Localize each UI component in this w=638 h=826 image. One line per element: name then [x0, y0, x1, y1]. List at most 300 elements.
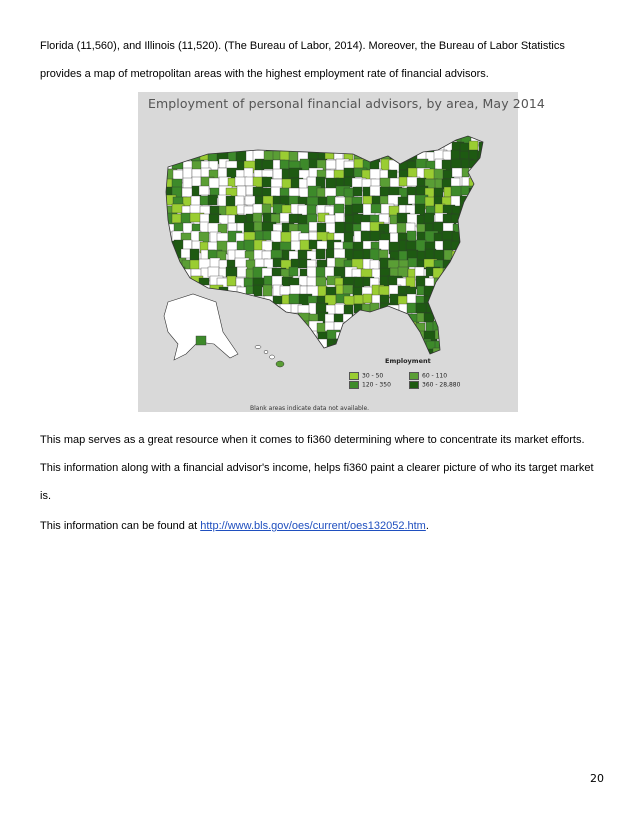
map-area — [226, 296, 236, 307]
map-area — [471, 287, 484, 299]
map-area — [326, 160, 336, 169]
map-area — [281, 348, 295, 359]
map-area — [344, 150, 353, 160]
map-area — [165, 267, 174, 276]
map-area — [345, 331, 357, 344]
map-area — [380, 321, 394, 331]
map-area — [217, 296, 227, 308]
map-area — [345, 339, 356, 351]
map-area — [370, 141, 381, 151]
map-area — [271, 304, 281, 314]
map-area — [379, 250, 388, 259]
map-area — [362, 323, 375, 336]
map-area — [335, 304, 345, 314]
map-area — [488, 278, 500, 289]
map-area — [289, 332, 298, 343]
map-area — [165, 260, 178, 271]
map-area — [163, 340, 173, 350]
map-area — [370, 322, 379, 331]
map-area — [326, 142, 340, 154]
map-area — [480, 295, 493, 307]
map-area — [489, 314, 498, 326]
map-area — [379, 240, 389, 250]
map-area — [380, 331, 391, 340]
map-area — [461, 321, 470, 333]
map-area — [480, 267, 489, 276]
map-area — [316, 134, 329, 146]
map-area — [262, 321, 273, 332]
map-area — [201, 349, 215, 358]
hawaii-island — [264, 351, 268, 354]
map-area — [388, 341, 397, 351]
map-area — [451, 313, 464, 326]
map-area — [471, 295, 481, 305]
paragraph-source — [40, 512, 600, 540]
map-area — [488, 250, 500, 260]
map-area — [381, 313, 395, 322]
map-area — [460, 303, 473, 313]
map-area — [451, 258, 465, 271]
map-area — [462, 314, 471, 326]
map-area — [444, 339, 457, 348]
map-area — [469, 141, 478, 151]
legend-item-360-28880: 360 - 28,880 — [409, 381, 460, 389]
map-area — [245, 349, 259, 362]
map-area — [462, 223, 472, 233]
map-area — [272, 341, 286, 352]
map-area — [191, 133, 204, 142]
hawaii-island — [270, 355, 275, 359]
map-area — [460, 259, 471, 270]
map-area — [335, 143, 347, 152]
alaska-area — [196, 336, 206, 345]
map-area — [470, 240, 483, 250]
map-area — [435, 330, 448, 339]
map-area — [488, 222, 498, 232]
alaska-shape — [164, 294, 238, 360]
map-area — [444, 313, 454, 324]
figure-title: Employment of personal financial advisors, by area, May 2014 — [148, 96, 545, 111]
map-area — [281, 314, 294, 323]
map-area — [299, 276, 308, 286]
map-area — [460, 267, 473, 276]
map-area — [417, 134, 430, 144]
map-area — [452, 322, 464, 331]
map-area — [262, 160, 274, 169]
map-area — [235, 141, 246, 152]
map-area — [173, 142, 186, 151]
map-area — [478, 160, 490, 170]
source-link[interactable]: http://www.bls.gov/oes/current/oes132052.htm — [200, 520, 426, 532]
map-area — [390, 313, 399, 326]
map-area — [300, 141, 313, 152]
map-area — [460, 339, 471, 349]
map-area — [263, 339, 274, 350]
map-area — [452, 332, 461, 341]
map-area — [317, 348, 331, 357]
map-area — [291, 134, 300, 144]
map-area — [236, 322, 246, 335]
source-prefix: This information can be found at — [40, 520, 201, 532]
map-area — [380, 268, 391, 277]
map-area — [262, 305, 274, 318]
map-area — [353, 134, 366, 146]
map-area — [299, 349, 310, 358]
map-area — [478, 339, 488, 348]
map-area — [264, 133, 273, 144]
map-area — [424, 134, 434, 144]
map-area — [190, 143, 202, 153]
map-area — [316, 249, 325, 259]
map-area — [191, 350, 204, 363]
map-area — [470, 339, 481, 351]
map-area — [282, 340, 296, 352]
map-area — [289, 267, 298, 276]
map-area — [255, 323, 268, 334]
map-area — [237, 312, 251, 321]
map-area — [397, 133, 406, 145]
map-area — [379, 214, 389, 223]
legend-title: Employment — [385, 357, 431, 365]
map-area — [298, 332, 308, 342]
map-area — [370, 186, 381, 196]
map-area — [217, 303, 228, 313]
map-area — [163, 287, 172, 298]
map-area — [244, 303, 254, 313]
map-area — [389, 322, 401, 331]
map-area — [354, 143, 363, 153]
map-area — [370, 339, 383, 352]
map-area — [290, 339, 300, 350]
map-area — [435, 341, 449, 354]
map-area — [226, 267, 237, 277]
map-area — [433, 132, 442, 141]
map-area — [453, 287, 465, 299]
map-area — [469, 206, 480, 216]
map-area — [281, 332, 295, 344]
map-area — [307, 348, 321, 358]
map-area — [461, 330, 474, 341]
page-number: 20 — [590, 772, 604, 785]
map-area — [271, 322, 284, 334]
map-area — [487, 296, 501, 308]
map-area — [480, 304, 494, 313]
map-area — [344, 142, 356, 153]
map-area — [352, 323, 363, 332]
map-area — [390, 132, 400, 142]
map-area — [199, 186, 209, 195]
map-area — [442, 294, 453, 305]
map-area — [480, 241, 493, 254]
map-area — [460, 285, 469, 295]
map-area — [408, 332, 421, 342]
map-area — [244, 322, 253, 332]
map-area — [244, 332, 255, 341]
map-area — [361, 340, 374, 353]
map-area — [308, 341, 319, 350]
map-area — [488, 242, 500, 255]
map-area — [452, 251, 462, 263]
map-area — [318, 197, 327, 206]
map-area — [253, 331, 266, 340]
map-area — [209, 133, 223, 142]
map-area — [272, 331, 281, 343]
legend-item-60-110: 60 - 110 — [409, 372, 447, 380]
map-area — [434, 188, 443, 197]
map-area — [227, 276, 236, 286]
map-area — [191, 196, 201, 206]
map-area — [407, 303, 416, 313]
map-area — [190, 260, 200, 270]
map-area — [460, 241, 472, 253]
map-area — [352, 330, 365, 341]
map-area — [208, 195, 217, 205]
map-area — [478, 285, 490, 294]
map-area — [236, 304, 245, 315]
map-area — [218, 142, 231, 151]
map-area — [217, 233, 228, 242]
map-legend — [343, 354, 513, 406]
map-area — [478, 224, 489, 237]
map-area — [451, 278, 465, 287]
map-area — [433, 303, 442, 316]
map-area — [245, 133, 256, 143]
map-area — [344, 168, 354, 177]
map-area — [317, 188, 326, 197]
map-area — [370, 312, 381, 321]
map-area — [199, 142, 208, 152]
map-area — [470, 233, 482, 244]
map-area — [478, 151, 487, 162]
map-area — [488, 187, 499, 196]
map-area — [451, 150, 460, 160]
map-area — [416, 141, 427, 150]
map-area — [469, 223, 480, 236]
legend-swatch — [409, 381, 419, 389]
map-area — [442, 303, 455, 313]
map-area — [317, 141, 330, 151]
map-area — [488, 133, 497, 146]
map-area — [489, 170, 498, 181]
map-area — [451, 296, 463, 309]
map-area — [487, 141, 496, 151]
map-area — [398, 267, 408, 277]
map-area — [406, 340, 415, 349]
map-area — [434, 294, 448, 304]
map-area — [361, 132, 374, 141]
map-area — [253, 348, 263, 361]
map-area — [489, 151, 501, 164]
map-area — [210, 142, 223, 152]
map-area — [488, 321, 501, 334]
map-area — [235, 340, 249, 351]
map-area — [343, 285, 353, 294]
map-area — [326, 170, 335, 179]
map-area — [478, 313, 487, 323]
map-area — [443, 278, 456, 291]
map-area — [353, 314, 365, 324]
map-area — [478, 322, 491, 335]
map-area — [343, 132, 356, 145]
map-area — [226, 134, 238, 144]
map-area — [480, 186, 492, 197]
map-area — [471, 267, 484, 276]
map-area — [273, 313, 286, 325]
map-area — [470, 314, 483, 323]
map-area — [469, 160, 482, 171]
map-area — [488, 260, 500, 271]
paragraph-map-usage: This map serves as a great resource when it comes to fi360 determining where to concentrate its market efforts. This information along with a financial advisor's income, helps fi360 paint a clearer picture of who its target market is. — [40, 434, 594, 502]
map-area — [253, 133, 265, 142]
map-area — [469, 251, 482, 262]
map-area — [460, 151, 469, 160]
map-area — [470, 260, 481, 272]
map-area — [335, 133, 346, 146]
map-area — [444, 322, 455, 331]
legend-swatch — [409, 372, 419, 380]
map-area — [372, 132, 384, 145]
map-area — [227, 322, 236, 333]
map-area — [444, 332, 458, 341]
map-area — [271, 214, 280, 223]
map-area — [424, 313, 434, 322]
map-area — [308, 132, 317, 142]
map-area — [362, 314, 376, 323]
map-area — [237, 132, 248, 141]
map-area — [452, 339, 464, 350]
map-area — [469, 195, 479, 206]
map-area — [407, 231, 416, 241]
map-area — [487, 177, 498, 187]
map-area — [262, 241, 273, 251]
map-area — [389, 330, 403, 342]
map-area — [291, 321, 302, 331]
map-area — [173, 151, 183, 164]
map-area — [245, 314, 258, 327]
map-area — [173, 267, 185, 277]
map-area — [226, 142, 238, 151]
map-area — [469, 178, 481, 187]
map-area — [388, 260, 399, 269]
map-area — [262, 313, 274, 324]
map-area — [280, 132, 291, 143]
map-area — [462, 276, 472, 287]
map-area — [487, 330, 499, 342]
map-area — [363, 294, 372, 303]
map-area — [219, 133, 229, 142]
employment-map-figure — [138, 92, 545, 412]
map-area — [487, 159, 499, 168]
map-area — [388, 142, 397, 153]
map-area — [289, 294, 300, 304]
map-area — [353, 339, 365, 349]
map-area — [488, 196, 499, 208]
map-area — [478, 177, 492, 186]
map-area — [254, 141, 265, 151]
map-area — [343, 323, 356, 334]
legend-swatch — [349, 372, 359, 380]
map-area — [208, 348, 222, 361]
map-area — [398, 141, 408, 152]
map-area — [253, 312, 264, 324]
legend-swatch — [349, 381, 359, 389]
map-area — [451, 269, 464, 279]
map-area — [478, 233, 491, 246]
map-area — [489, 214, 502, 227]
map-area — [479, 250, 491, 263]
map-area — [469, 305, 478, 318]
map-area — [381, 341, 393, 354]
map-area — [380, 132, 389, 142]
paragraph-intro: Florida (11,560), and Illinois (11,520). (The Bureau of Labor, 2014). Moreover, the Bureau of Labor Statistics provides a map of metropolitan areas with the highest employment rate of financial advisors. — [40, 40, 565, 80]
map-area — [443, 223, 454, 232]
map-area — [183, 141, 195, 150]
map-area — [370, 331, 382, 341]
map-area — [325, 348, 338, 359]
map-area — [164, 142, 177, 154]
map-area — [370, 303, 379, 314]
map-area — [478, 258, 492, 268]
map-area — [334, 151, 343, 160]
map-area — [469, 213, 480, 226]
map-area — [487, 269, 501, 281]
map-area — [163, 150, 173, 159]
map-area — [442, 285, 454, 298]
map-area — [406, 141, 418, 152]
map-area — [470, 277, 480, 288]
map-area — [397, 314, 409, 327]
map-area — [461, 250, 473, 260]
map-area — [244, 278, 253, 287]
map-area — [487, 287, 496, 297]
map-area — [228, 313, 239, 323]
map-area — [478, 215, 490, 224]
map-area — [163, 276, 173, 287]
map-area — [478, 331, 488, 342]
map-area — [272, 133, 282, 144]
map-area — [236, 331, 246, 343]
map-area — [298, 341, 309, 350]
map-area — [381, 142, 392, 155]
map-area — [200, 222, 209, 233]
map-area — [406, 134, 417, 145]
map-area — [451, 214, 464, 223]
map-area — [325, 150, 334, 159]
map-area — [451, 305, 460, 316]
map-area — [262, 332, 274, 341]
map-area — [362, 141, 373, 154]
map-area — [280, 160, 289, 169]
map-area — [164, 350, 173, 361]
map-area — [480, 205, 489, 218]
hawaii-island — [276, 361, 284, 367]
map-area — [227, 305, 241, 316]
map-area — [263, 285, 272, 297]
map-area — [487, 341, 498, 353]
map-area — [181, 249, 191, 258]
map-area — [352, 204, 363, 213]
map-area — [181, 133, 194, 145]
map-note: Blank areas indicate data not available. — [250, 405, 370, 412]
map-area — [163, 133, 175, 142]
map-area — [487, 304, 497, 314]
map-area — [262, 177, 272, 187]
map-area — [336, 332, 347, 343]
map-area — [408, 258, 417, 267]
map-area — [164, 250, 173, 262]
legend-item-30-50: 30 - 50 — [349, 372, 383, 380]
map-area — [487, 231, 498, 240]
